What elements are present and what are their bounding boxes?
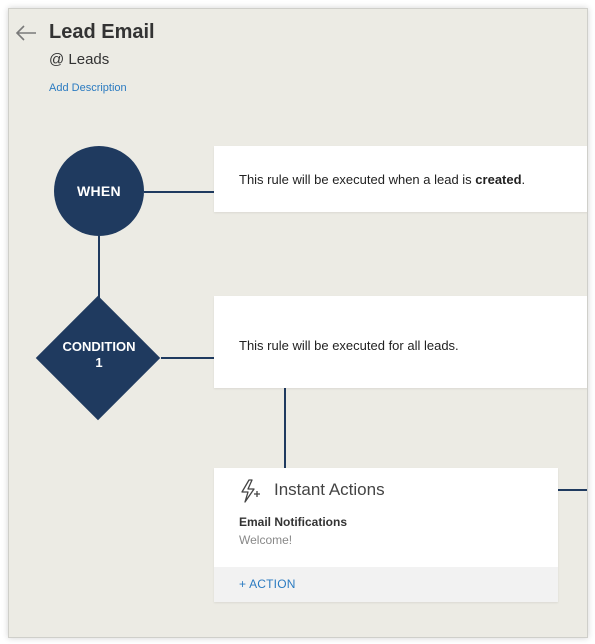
when-text-suffix: . (521, 172, 526, 187)
when-text-prefix: This rule will be executed when a lead is (239, 172, 476, 187)
workflow-rule-panel (8, 8, 588, 638)
when-card[interactable] (214, 146, 588, 212)
condition-node-label (37, 339, 161, 371)
when-connector (144, 191, 214, 193)
action-bar (214, 567, 558, 602)
when-node-label: WHEN (77, 183, 121, 199)
instant-actions-title: Instant Actions (274, 480, 385, 499)
when-text-trigger: created (475, 172, 522, 187)
condition-label-line1: CONDITION (62, 339, 136, 354)
email-notification-value[interactable]: Welcome! (239, 533, 293, 547)
when-to-condition-connector (98, 236, 100, 298)
actions-right-connector (558, 489, 587, 491)
lightning-plus-icon (238, 478, 264, 504)
page-title: Lead Email (49, 21, 155, 43)
add-description-link[interactable]: Add Description (49, 82, 127, 94)
condition-card[interactable] (214, 296, 588, 388)
condition-connector (161, 357, 214, 359)
email-notifications-title[interactable]: Email Notifications (239, 515, 348, 529)
when-node[interactable] (54, 146, 144, 236)
condition-card-text: This rule will be executed for all leads. (239, 338, 459, 353)
condition-to-actions-connector (284, 388, 286, 468)
instant-actions-card (214, 468, 558, 602)
when-card-text (239, 172, 525, 187)
condition-label-line2: 1 (95, 355, 103, 370)
add-action-button[interactable]: + ACTION (239, 577, 296, 591)
back-arrow-icon[interactable] (14, 23, 38, 43)
module-label: @ Leads (49, 51, 110, 68)
